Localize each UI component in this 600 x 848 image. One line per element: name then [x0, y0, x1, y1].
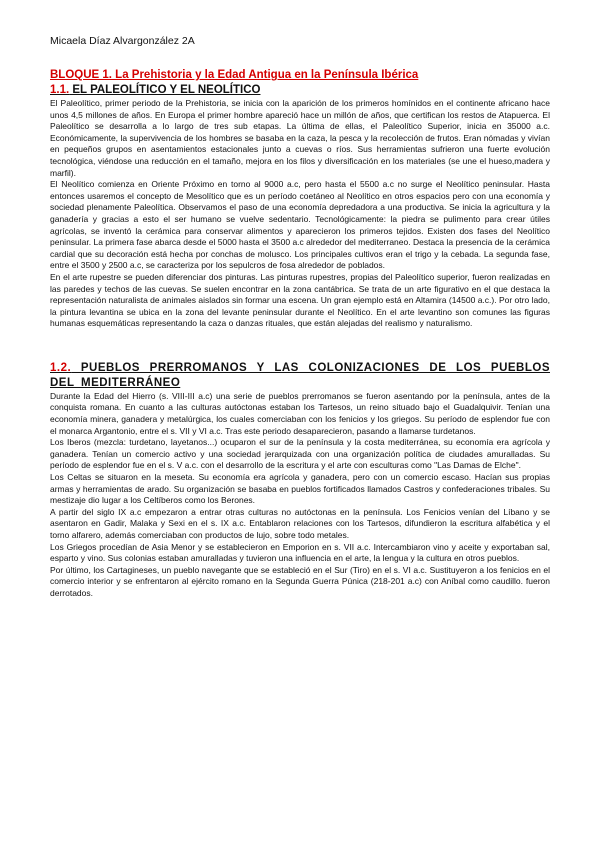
- section-2-paragraph-griegos: Los Griegos procedían de Asia Menor y se establecieron en Emporion en s. VII a.c. Intercambiaron vino y aceite y exportaban sal, esparto y vino. Sus colonias estaban amuralladas y tuvieron una influencia en el arte, la lengua y la cultura en otros pueblos.: [50, 541, 550, 564]
- section-2-paragraph-fenicios: A partir del siglo IX a.c empezaron a entrar otras culturas no autóctonas en la península. Los Fenicios venían del Líbano y se asentaron en Gadir, Malaka y Sexi en el s. IX a.c. Entablaron relaciones con los Tartesos, difundieron la escritura alfabética y el torno alfarero, además comerciaban con productos de lujo, sobre todo metales.: [50, 506, 550, 540]
- bloque-title: BLOQUE 1. La Prehistoria y la Edad Antigua en la Península Ibérica: [50, 69, 419, 81]
- section-2-number: 1.2.: [50, 361, 72, 374]
- section-2-heading: [50, 361, 550, 391]
- section-1-number: 1.1.: [50, 84, 70, 96]
- section-2-paragraph-cartagineses: Por último, los Cartagineses, un pueblo navegante que se estableció en el Sur (Tiro) en el s. VI a.c. Sustituyeron a los fenicios en el comercio interior y se enfrentaron al ejército romano en la Segunda Guerra Púnica (218-201 a.c) con Aníbal como caudillo. fueron derrotados.: [50, 564, 550, 598]
- section-1-paragraph-neolitico: El Neolítico comienza en Oriente Próximo en torno al 9000 a.c, pero hasta el 5500 a.c no surge el Neolítico peninsular. Hasta entonces usaremos el concepto de Mesolítico que es un período coetáneo al Neolítico en otros espacios pero con una economía y sociedad plenamente Paleolítica. Observamos el paso de una economía depredadora a una productiva. Se inicia la agricultura y la ganadería y gracias a esto el ser humano se vuelve sedentario. Tecnológicamente: la piedra se pulimento para crear útiles agrícolas, se inventó la cerámica para conservar alimentos y aparecieron los primeros tejidos. Existen dos fases del Neolítico peninsular. La primera fase abarca desde el 5000 hasta el 3500 a.c alrededor del mediterraneo. Destaca la presencia de la cerámica cardial que su decoración está hecha por conchas de molusco. Los principales cultivos eran el trigo y la cebada. La segunda fase, entre el 3500 y 2500 a.c, se caracteriza por los sepulcros de fosa alrededor de poblados.: [50, 179, 550, 271]
- section-1-title: EL PALEOLÍTICO Y EL NEOLÍTICO: [69, 84, 261, 96]
- section-1-heading: [50, 83, 550, 98]
- section-2-paragraph-tartesos: Durante la Edad del Hierro (s. VIII-III a.c) una serie de pueblos prerromanos se fueron asentando por la península, antes de la conquista romana. En cuanto a las culturas autóctonas estaban los Tartesos, un reino situado bajo el Guadalquivir. Tenían una economía minera, ganadera y metalúrgica, los cuales comerciaban con los fenicios y los griegos. Su período de esplendor fue con el monarca Argantonio, entre el s. VII y VI a.c. Tras este periodo desaparecieron, pasando a llamarse turdetanos.: [50, 390, 550, 436]
- section-1-paragraph-arte: En el arte rupestre se pueden diferenciar dos pinturas. Las pinturas rupestres, propias del Paleolítico superior, fueron realizadas en las paredes y techos de las cuevas. Se suelen encontrar en la zona cantábrica. Se trata de un arte figurativo en el que destaca la representación naturalista de animales aislados sin formar una escena. Un gran ejemplo está en Altamira (14500 a.c.). Por otro lado, la pintura levantina se ubica en la zona del levante peninsular durante el Neolítico. En el arte levantino son comunes las figuras humanas esquemáticas representando la caza o danzas rituales, que están alejadas del realismo y naturalismo.: [50, 271, 550, 329]
- author-name: Micaela Díaz Alvargonzález 2A: [50, 35, 195, 47]
- section-1-paragraph-paleolitico: El Paleolítico, primer periodo de la Prehistoria, se inicia con la aparición de los primeros homínidos en el continente africano hace unos 4,5 millones de años. En Europa el primer hombre apareció hace un millón de años, que certifican los restos de Atapuerca. El Paleolítico se desarrolla a lo largo de tres sub etapas. La última de ellas, el Paleolítico Superior, inicia en 35000 a.c. Económicamente, la supervivencia de los hombres se basaba en la caza, la pesca y la recolección de frutos. Eran nómadas y vivían en pequeños grupos en asentamientos estacionales junto a cuevas o ríos. Sus herramientas sufrieron una fuerte evolución tecnológica, viéndose una reducción en el tamaño, mejora en los filos y diversificación en los materiales (se une el hueso,madera y marfil).: [50, 98, 550, 178]
- section-2-paragraph-iberos: Los Iberos (mezcla: turdetano, layetanos...) ocuparon el sur de la península y la costa mediterránea, su economía era agrícola y ganadera. Tenían un comercio activo y una sociedad jerarquizada con una organización política de ciudades amuralladas. Su período de esplendor fue en el s. V a.c. con el desarrollo de la escritura y el arte con esculturas como "Las Damas de Elche".: [50, 437, 550, 471]
- section-2-title: PUEBLOS PRERROMANOS Y LAS COLONIZACIONES DE LOS PUEBLOS DEL MEDITERRÁNEO: [50, 361, 550, 389]
- section-2-paragraph-celtas: Los Celtas se situaron en la meseta. Su economía era agrícola y ganadera, pero con un comercio escaso. Hacían sus propias armas y herramientas de arado. Su organización se basaba en pueblos fortificados llamados Castros y confederaciones tribales. Su mestizaje dio lugar a los Celtíberos como los Berones.: [50, 472, 550, 506]
- document-body: [50, 68, 550, 600]
